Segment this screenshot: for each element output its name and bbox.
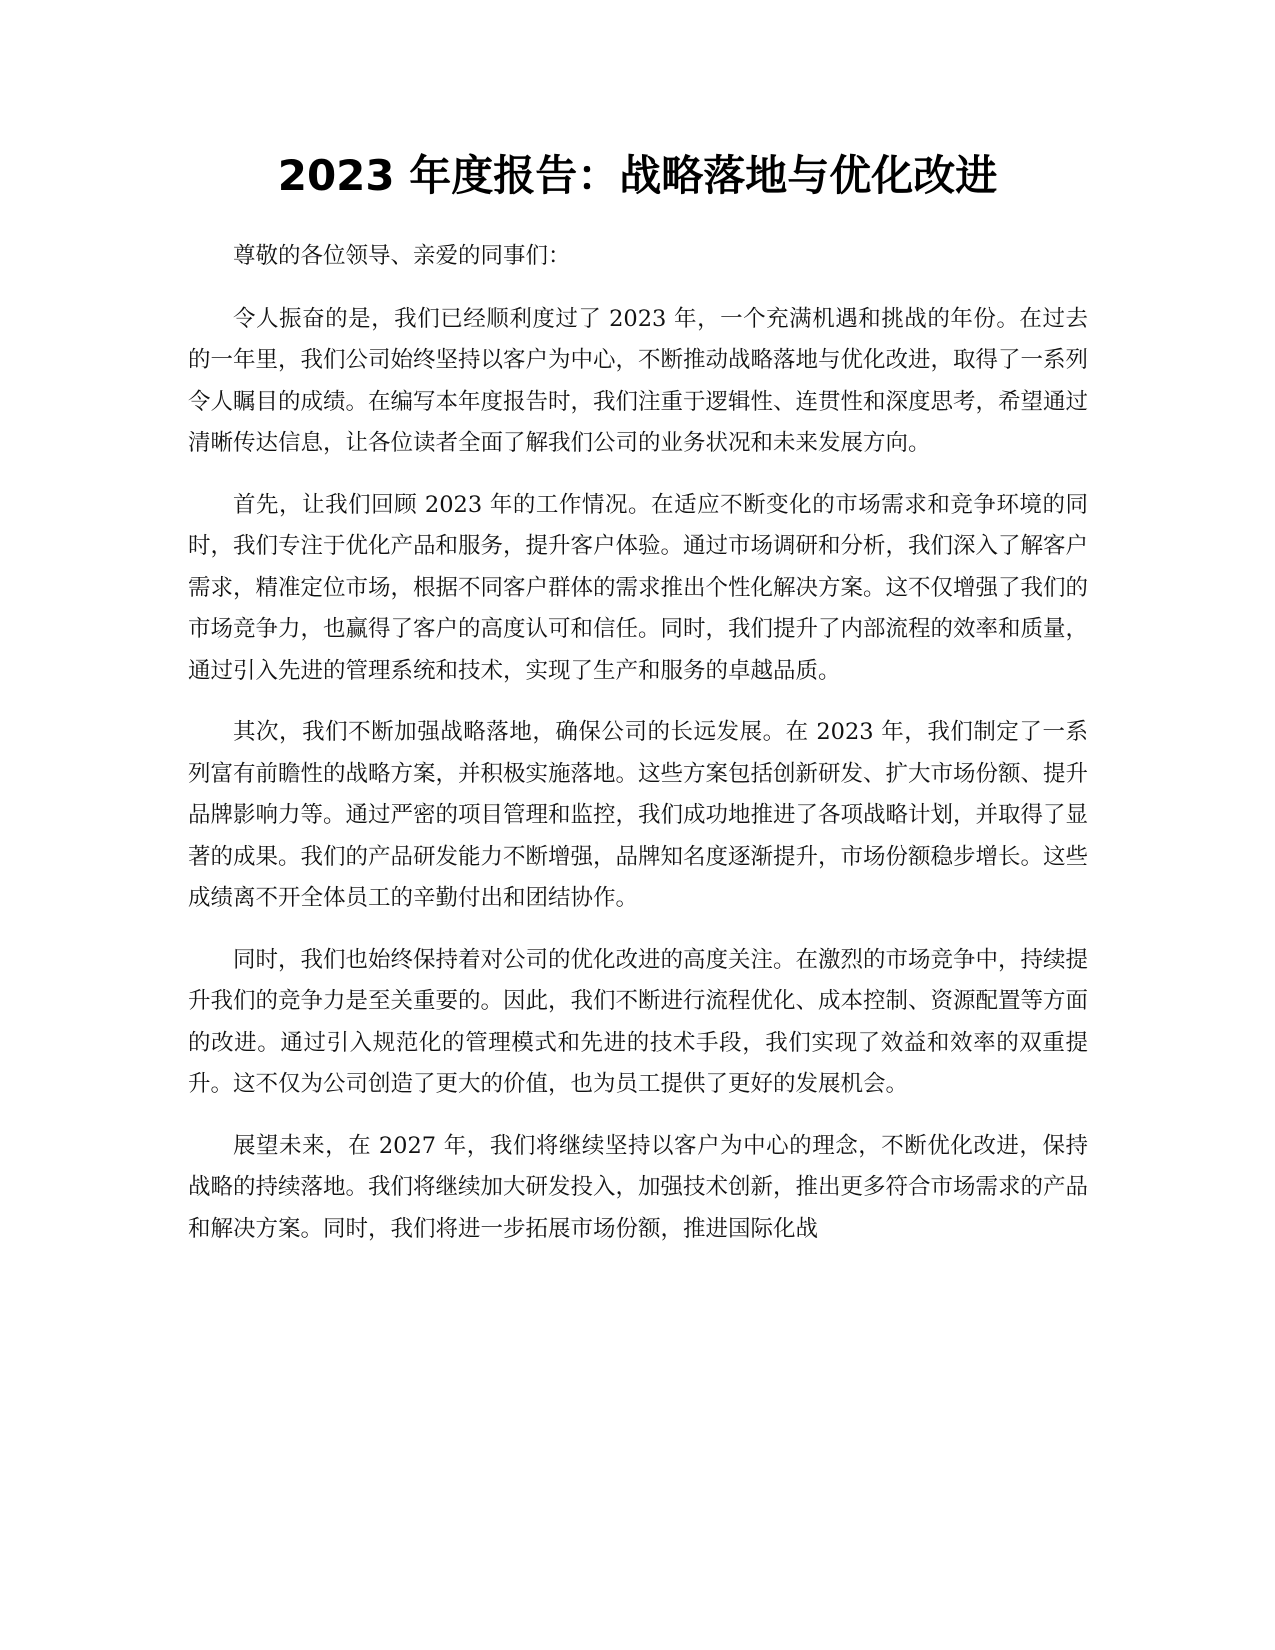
- document-body: [188, 236, 1088, 1270]
- paragraph-optimization: 同时，我们也始终保持着对公司的优化改进的高度关注。在激烈的市场竞争中，持续提升我们的竞争力是至关重要的。因此，我们不断进行流程优化、成本控制、资源配置等方面的改进。通过引入规范化的管理模式和先进的技术手段，我们实现了效益和效率的双重提升。这不仅为公司创造了更大的价值，也为员工提供了更好的发展机会。: [188, 946, 1089, 1097]
- paragraph-strategy: 其次，我们不断加强战略落地，确保公司的长远发展。在 2023 年，我们制定了一系列富有前瞻性的战略方案，并积极实施落地。这些方案包括创新研发、扩大市场份额、提升品牌影响力等。通过严密的项目管理和监控，我们成功地推进了各项战略计划，并取得了显著的成果。我们的产品研发能力不断增强，品牌知名度逐渐提升，市场份额稳步增长。这些成绩离不开全体员工的辛勤付出和团结协作。: [188, 719, 1089, 911]
- document-title: 2023 年度报告：战略落地与优化改进: [277, 151, 998, 200]
- paragraph-review-intro: 令人振奋的是，我们已经顺利度过了 2023 年，一个充满机遇和挑战的年份。在过去的一年里，我们公司始终坚持以客户为中心，不断推动战略落地与优化改进，取得了一系列令人瞩目的成绩。在编写本年度报告时，我们注重于逻辑性、连贯性和深度思考，希望通过清晰传达信息，让各位读者全面了解我们公司的业务状况和未来发展方向。: [188, 305, 1089, 456]
- paragraph-work-review: 首先，让我们回顾 2023 年的工作情况。在适应不断变化的市场需求和竞争环境的同时，我们专注于优化产品和服务，提升客户体验。通过市场调研和分析，我们深入了解客户需求，精准定位市场，根据不同客户群体的需求推出个性化解决方案。这不仅增强了我们的市场竞争力，也赢得了客户的高度认可和信任。同时，我们提升了内部流程的效率和质量，通过引入先进的管理系统和技术，实现了生产和服务的卓越品质。: [188, 491, 1089, 684]
- paragraph-outlook: 展望未来，在 2027 年，我们将继续坚持以客户为中心的理念，不断优化改进，保持战略的持续落地。我们将继续加大研发投入，加强技术创新，推出更多符合市场需求的产品和解决方案。同时，我们将进一步拓展市场份额，推进国际化战: [188, 1132, 1089, 1242]
- salutation: 尊敬的各位领导、亲爱的同事们：: [233, 243, 571, 269]
